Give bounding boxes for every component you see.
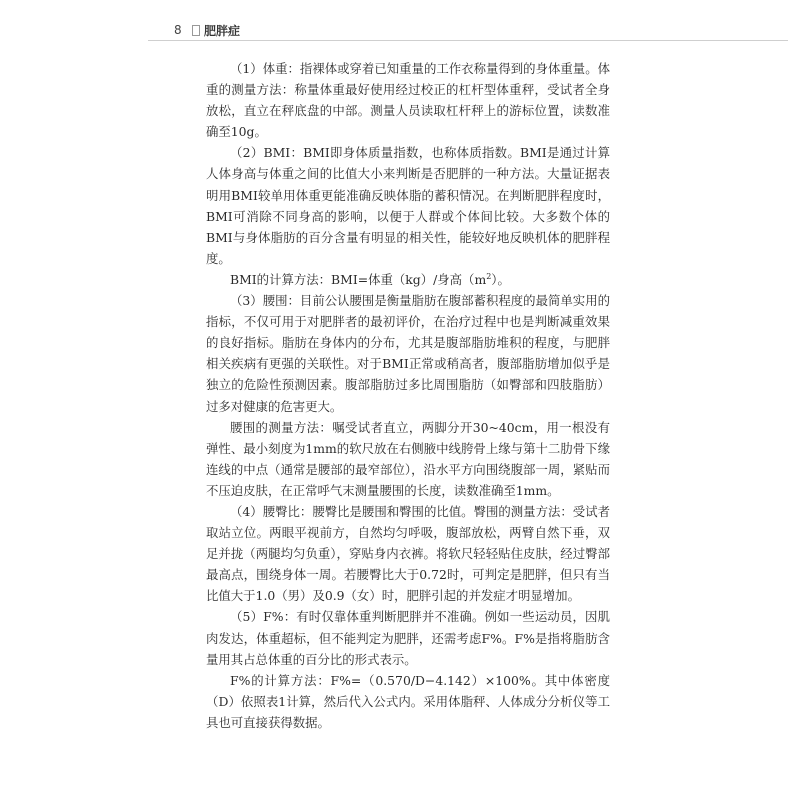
paragraph-bmi-formula [206, 269, 610, 290]
paragraph-waist-method: 腰围的测量方法：嘱受试者直立，两脚分开30~40cm，用一根没有弹性、最小刻度为1mm的软尺放在右侧腋中线胯骨上缘与第十二肋骨下缘连线的中点（通常是腰部的最窄部位），沿水平方向围绕腹部一周，紧贴而不压迫皮肤，在正常呼气末测量腰围的长度，读数准确至1mm。 [206, 419, 610, 498]
bmi-formula-superscript: 2 [486, 271, 492, 281]
page-number: 8 [174, 23, 182, 37]
bmi-formula-suffix: ）。 [491, 271, 510, 287]
bmi-formula-prefix: BMI的计算方法：BMI=体重（kg）/身高（m [230, 271, 487, 287]
paragraph-waist: （3）腰围：目前公认腰围是衡量脂肪在腹部蓄积程度的最简单实用的指标，不仅可用于对肥胖者的最初评价，在治疗过程中也是判断减重效果的良好指标。脂肪在身体内的分布，尤其是腹部脂肪堆积的程度，与肥胖相关疾病有更强的关联性。对于BMI正常或稍高者，腹部脂肪增加似乎是独立的危险性预测因素。腹部脂肪过多比周围脂肪（如臀部和四肢脂肪）过多对健康的危害更大。 [206, 293, 610, 414]
paragraph-bmi: （2）BMI：BMI即身体质量指数，也称体质指数。BMI是通过计算人体身高与体重之间的比值大小来判断是否肥胖的一种方法。大量证据表明用BMI较单用体重更能准确反映体脂的蓄积情况。在判断肥胖程度时，BMI可消除不同身高的影响，以便于人群或个体间比较。大多数个体的BMI与身体脂肪的百分含量有明显的相关性，能较好地反映机体的肥胖程度。 [206, 145, 610, 266]
running-title: 肥胖症 [204, 24, 241, 38]
paragraph-fat-formula: F%的计算方法：F%=（0.570/D−4.142）×100%。其中体密度（D）依照表1计算，然后代入公式内。采用体脂秤、人体成分分析仪等工具也可直接获得数据。 [206, 672, 610, 730]
paragraph-fat-percent: （5）F%：有时仅靠体重判断肥胖并不准确。例如一些运动员，因肌肉发达，体重超标，但不能判定为肥胖，还需考虑F%。F%是指将脂肪含量用其占总体重的百分比的形式表示。 [206, 609, 610, 667]
page-header [148, 22, 788, 44]
paragraph-whr: （4）腰臀比：腰臀比是腰围和臀围的比值。臀围的测量方法：受试者取站立位。两眼平视前方，自然均匀呼吸，腹部放松，两臂自然下垂，双足并拢（两腿均匀负重），穿贴身内衣裤。将软尺轻轻贴住皮肤，经过臀部最高点，围绕身体一周。若腰臀比大于0.72时，可判定是肥胖，但只有当比值大于1.0（男）及0.9（女）时，肥胖引起的并发症才明显增加。 [206, 503, 610, 604]
header-rule [148, 40, 788, 41]
paragraph-weight: （1）体重：指裸体或穿着已知重量的工作衣称量得到的身体重量。体重的测量方法：称量体重最好使用经过校正的杠杆型体重秤，受试者全身放松，直立在秤底盘的中部。测量人员读取杠杆秤上的游标位置，读数准确至10g。 [206, 61, 610, 140]
header-marker-icon [192, 25, 200, 36]
body-text [206, 58, 610, 733]
